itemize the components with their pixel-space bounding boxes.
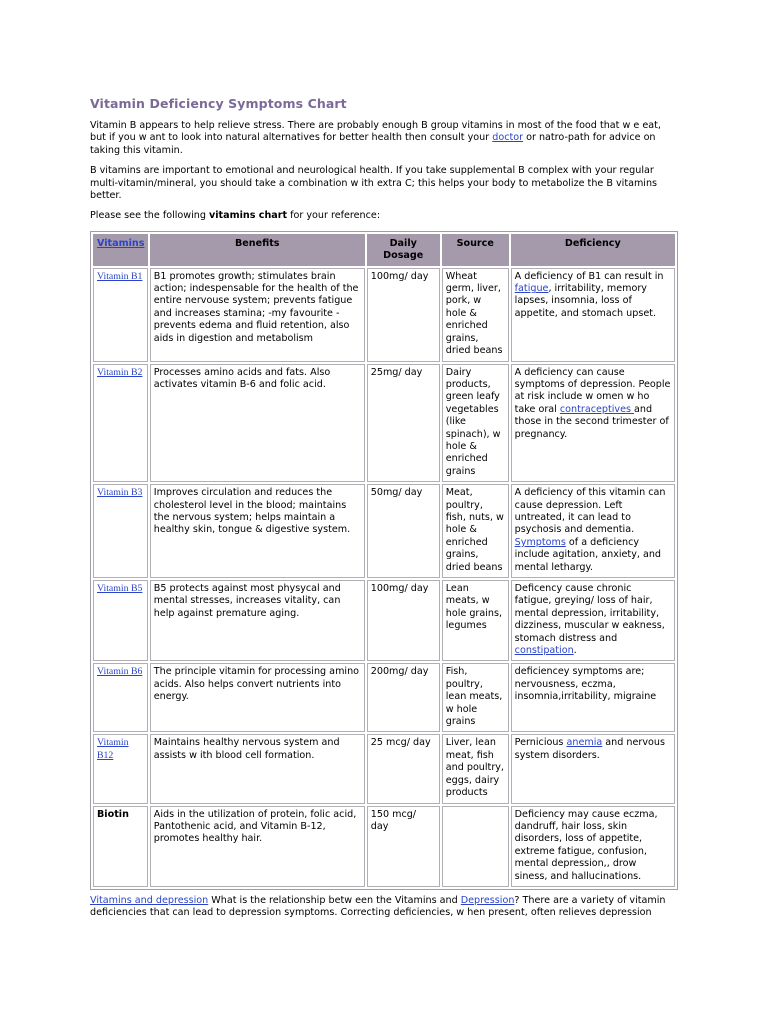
depression-link[interactable]: Depression [460, 894, 515, 906]
deficiency-text: Pernicious [514, 737, 567, 749]
vitamin-name: Biotin [97, 808, 129, 820]
deficiency-cell [511, 364, 675, 483]
deficiency-cell [511, 484, 675, 578]
deficiency-text: , irritability, memory lapses, insomnia, loss of appetite, and stomach upset. [514, 283, 657, 319]
deficiency-cell [511, 663, 675, 732]
vitamin-table [90, 231, 678, 890]
deficiency-text: of a deficiency include agitation, anxiety, and mental lethargy. [514, 536, 662, 573]
deficiency-text: . [573, 645, 577, 657]
source-cell: Lean meats, w hole grains, legumes [442, 580, 509, 661]
deficiency-cell [511, 806, 675, 887]
header-source: Source [442, 234, 509, 266]
vitamin-cell [93, 364, 148, 483]
dosage-cell: 200mg/ day [367, 663, 440, 732]
deficiency-link[interactable]: anemia [566, 737, 603, 749]
source-cell: Fish, poultry, lean meats, w hole grains [442, 663, 509, 732]
deficiency-text: Deficiency may cause eczma, dandruff, hair loss, skin disorders, loss of appetite, extreme fatigue, confusion, mental depression,, drow siness, and hallucinations. [514, 808, 658, 882]
source-cell: Meat, poultry, fish, nuts, w hole & enriched grains, dried beans [442, 484, 509, 578]
deficiency-cell [511, 734, 675, 803]
deficiency-cell [511, 268, 675, 362]
deficiency-text: and those in the second trimester of pregnancy. [514, 403, 669, 440]
benefits-cell: Maintains healthy nervous system and assists w ith blood cell formation. [150, 734, 365, 803]
vitamin-link[interactable]: Vitamin B2 [97, 366, 143, 378]
dosage-cell: 150 mcg/ day [367, 806, 440, 887]
table-header-row [93, 234, 675, 266]
vitamin-cell [93, 580, 148, 661]
deficiency-text: deficiencey symptoms are; nervousness, eczma, insomnia,irritability, migraine [514, 666, 657, 703]
vitamin-cell [93, 484, 148, 578]
source-cell: Wheat germ, liver, pork, w hole & enriched grains, dried beans [442, 268, 509, 362]
source-cell: Liver, lean meat, fish and poultry, eggs, dairy products [442, 734, 509, 803]
deficiency-link[interactable]: Symptoms [514, 536, 566, 548]
dosage-cell: 100mg/ day [367, 268, 440, 362]
deficiency-link[interactable]: contraceptives [559, 403, 635, 415]
benefits-cell: B5 protects against most physycal and mental stresses, increases vitality, can help against premature aging. [150, 580, 365, 661]
benefits-cell: Improves circulation and reduces the cholesterol level in the blood; maintains the nervous system; helps maintain a healthy skin, tongue & digestive system. [150, 484, 365, 578]
intro-text: Vitamin B appears to help relieve stress. There are probably enough B group vitamins in most of the food that w e eat, but if you w ant to look into natural alternatives for better health then consult your [90, 120, 661, 144]
intro-paragraph-2: B vitamins are important to emotional and neurological health. If you take supplemental B complex with your regular multi-vitamin/mineral, you should take a combination w ith extra C; this helps your body to metabolize the B vitamins better. [90, 165, 658, 202]
vitamin-link[interactable]: Vitamin B1 [97, 270, 143, 282]
intro-text: or natro-path for advice on taking this vitamin. [90, 132, 656, 156]
deficiency-text: and nervous system disorders. [514, 737, 665, 761]
vitamin-cell [93, 806, 148, 887]
header-deficiency: Deficiency [511, 234, 675, 266]
header-vitamins[interactable] [93, 234, 148, 266]
table-row [93, 484, 675, 578]
benefits-cell: B1 promotes growth; stimulates brain action; indespensable for the health of the entire nervouse system; prevents fatigue and increases stamina; -my favourite - prevents edema and fluid retention, also aids in digestion and metabolism [150, 268, 365, 362]
deficiency-cell [511, 580, 675, 661]
vitamins-chart-emphasis: vitamins chart [209, 210, 288, 222]
source-cell: Dairy products, green leafy vegetables (like spinach), w hole & enriched grains [442, 364, 509, 483]
vitamin-link[interactable]: Vitamin B6 [97, 666, 143, 678]
source-cell [442, 806, 509, 887]
dosage-cell: 25mg/ day [367, 364, 440, 483]
table-row [93, 364, 675, 483]
document-page [90, 96, 678, 929]
deficiency-text: A deficiency can cause symptoms of depression. People at risk include w omen w ho take oral [514, 366, 671, 415]
intro-text: Please see the following [90, 210, 210, 222]
header-dosage: Daily Dosage [367, 234, 440, 266]
vitamin-link[interactable]: Vitamin B12 [97, 737, 129, 761]
dosage-cell: 100mg/ day [367, 580, 440, 661]
vitamin-cell [93, 663, 148, 732]
vitamins-depression-link[interactable]: Vitamins and depression [90, 894, 209, 906]
table-row [93, 663, 675, 732]
deficiency-text: A deficiency of B1 can result in [514, 270, 664, 282]
dosage-cell: 25 mcg/ day [367, 734, 440, 803]
footer-paragraph [90, 895, 678, 920]
vitamins-header-link[interactable]: Vitamins [97, 237, 145, 249]
benefits-cell: Aids in the utilization of protein, folic acid, Pantothenic acid, and Vitamin B-12, promotes healthy hair. [150, 806, 365, 887]
vitamin-link[interactable]: Vitamin B3 [97, 487, 143, 499]
header-benefits: Benefits [150, 234, 365, 266]
benefits-cell: The principle vitamin for processing amino acids. Also helps convert nutrients into energy. [150, 663, 365, 732]
intro-paragraph-3 [90, 210, 678, 222]
benefits-cell: Processes amino acids and fats. Also activates vitamin B-6 and folic acid. [150, 364, 365, 483]
doctor-link[interactable]: doctor [492, 132, 524, 144]
deficiency-text: Deficency cause chronic fatigue, greying/ loss of hair, mental depression, irritability, dizziness, muscular w eakness, stomach distress and [514, 583, 665, 644]
footer-text: What is the relationship betw een the Vitamins and [208, 894, 461, 906]
vitamin-link[interactable]: Vitamin B5 [97, 583, 143, 594]
table-row [93, 580, 675, 661]
page-title: Vitamin Deficiency Symptoms Chart [90, 96, 347, 111]
dosage-cell: 50mg/ day [367, 484, 440, 578]
intro-paragraph-1 [90, 120, 678, 157]
footer-text: ? There are a variety of vitamin deficiencies that can lead to depression symptoms. Correcting deficiencies, w hen present, often relieves depression [90, 894, 666, 919]
table-row [93, 268, 675, 362]
table-row [93, 806, 675, 887]
deficiency-text: A deficiency of this vitamin can cause depression. Left untreated, it can lead to psychosis and dementia. [514, 487, 666, 536]
vitamin-cell [93, 268, 148, 362]
intro-text: for your reference: [287, 210, 381, 222]
table-row [93, 734, 675, 803]
deficiency-link[interactable]: constipation [514, 645, 574, 657]
vitamin-cell [93, 734, 148, 803]
deficiency-link[interactable]: fatigue [514, 283, 549, 295]
